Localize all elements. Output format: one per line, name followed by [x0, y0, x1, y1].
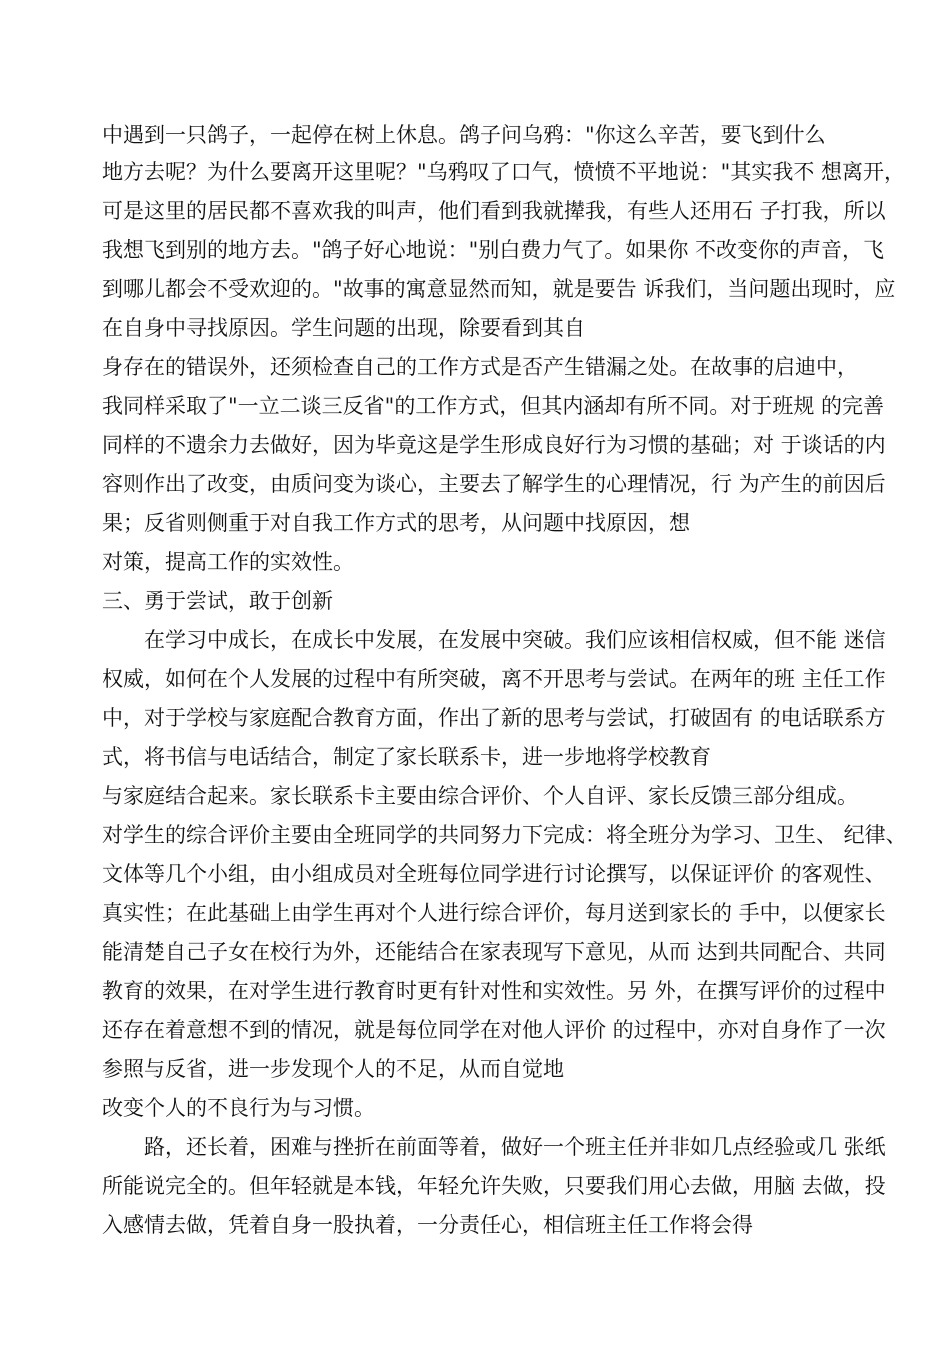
- text-line: 权威，如何在个人发展的过程中有所突破，离不开思考与尝试。在两年的班 主任工作: [102, 667, 886, 691]
- text-line: 与家庭结合起来。家长联系卡主要由综合评价、个人自评、家长反馈三部分组成。: [102, 784, 858, 808]
- text-line: 身存在的错误外，还须检查自己的工作方式是否产生错漏之处。在故事的启迪中，: [102, 355, 858, 379]
- text-line: 到哪儿都会不受欢迎的。"故事的寓意显然而知，就是要告 诉我们，当问题出现时，应: [102, 277, 896, 301]
- section-heading: 三、勇于尝试，敢于创新: [102, 589, 333, 613]
- text-line: 可是这里的居民都不喜欢我的叫声，他们看到我就撵我，有些人还用石 子打我，所以: [102, 199, 886, 223]
- text-line: 对策，提高工作的实效性。: [102, 550, 354, 574]
- text-line: 我同样采取了"一立二谈三反省"的工作方式，但其内涵却有所不同。对于班规 的完善: [102, 394, 884, 418]
- text-line: 在自身中寻找原因。学生问题的出现，除要看到其自: [102, 316, 585, 340]
- text-line: 教育的效果，在对学生进行教育时更有针对性和实效性。另 外，在撰写评价的过程中: [102, 979, 886, 1003]
- text-line: 地方去呢？为什么要离开这里呢？"乌鸦叹了口气，愤愤不平地说："其实我不 想离开，: [102, 160, 905, 184]
- text-line: 容则作出了改变，由质问变为谈心，主要去了解学生的心理情况，行 为产生的前因后: [102, 472, 886, 496]
- text-line: 路，还长着，困难与挫折在前面等着，做好一个班主任并非如几点经验或几 张纸: [144, 1135, 886, 1159]
- text-line: 文体等几个小组，由小组成员对全班每位同学进行讨论撰写，以保证评价 的客观性、: [102, 862, 886, 886]
- text-line: 式，将书信与电话结合，制定了家长联系卡，进一步地将学校教育: [102, 745, 711, 769]
- text-line: 能清楚自己子女在校行为外，还能结合在家表现写下意见，从而 达到共同配合、共同: [102, 940, 886, 964]
- text-line: 在学习中成长，在成长中发展，在发展中突破。我们应该相信权威，但不能 迷信: [144, 628, 886, 652]
- text-line: 所能说完全的。但年轻就是本钱，年轻允许失败，只要我们用心去做，用脑 去做，投: [102, 1174, 886, 1198]
- text-line: 真实性；在此基础上由学生再对个人进行综合评价，每月送到家长的 手中，以便家长: [102, 901, 886, 925]
- text-line: 中，对于学校与家庭配合教育方面，作出了新的思考与尝试，打破固有 的电话联系方: [102, 706, 886, 730]
- text-line: 果；反省则侧重于对自我工作方式的思考，从问题中找原因，想: [102, 511, 690, 535]
- text-line: 对学生的综合评价主要由全班同学的共同努力下完成：将全班分为学习、卫生、 纪律、: [102, 823, 907, 847]
- text-line: 我想飞到别的地方去。"鸽子好心地说："别白费力气了。如果你 不改变你的声音，飞: [102, 238, 884, 262]
- text-line: 还存在着意想不到的情况，就是每位同学在对他人评价 的过程中，亦对自身作了一次: [102, 1018, 886, 1042]
- text-line: 入感情去做，凭着自身一股执着，一分责任心，相信班主任工作将会得: [102, 1213, 753, 1237]
- text-line: 同样的不遗余力去做好，因为毕竟这是学生形成良好行为习惯的基础；对 于谈话的内: [102, 433, 886, 457]
- text-line: 中遇到一只鸽子，一起停在树上休息。鸽子问乌鸦："你这么辛苦，要飞到什么: [102, 123, 826, 147]
- text-line: 改变个人的不良行为与习惯。: [102, 1096, 375, 1120]
- text-line: 参照与反省，进一步发现个人的不足，从而自觉地: [102, 1057, 564, 1081]
